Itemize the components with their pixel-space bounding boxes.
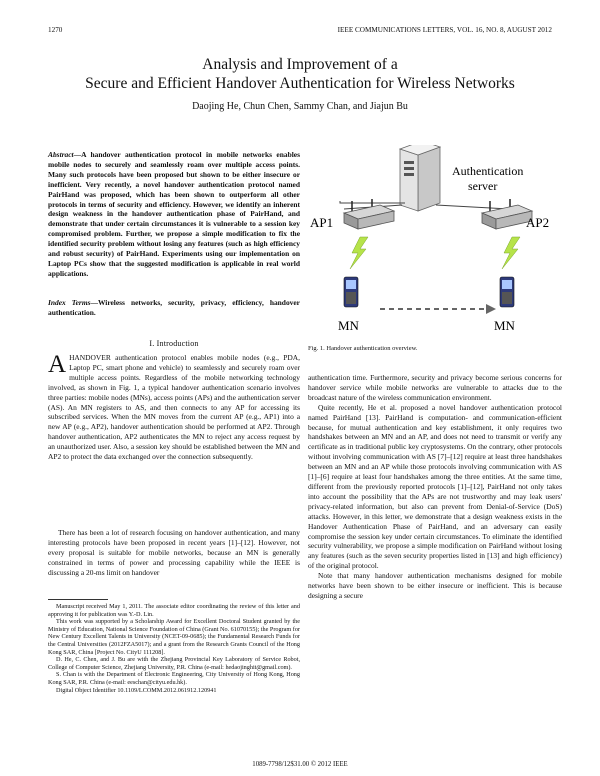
footnote: Digital Object Identifier 10.1109/LCOMM.2012.061912.120941	[56, 686, 217, 694]
footnote: This work was supported by a Scholarship Award for Excellent Doctoral Student granted by the Ministry of Education, National Science Foundation of China (Grant No. 61070155); the Program for New Century Excellent Talents in University (NCET-09-0685); the Fundamental Research Funds for the Central Universities (2012FZA5017); and a grant from the Research Grants Council of the Hong Kong SAR, China [Project No. CityU 111208].	[48, 618, 300, 656]
server-icon	[400, 145, 440, 211]
abstract-lead: Abstract	[48, 150, 74, 159]
drop-cap: A	[48, 351, 67, 378]
wireless-link-icon	[350, 237, 368, 269]
intro-paragraph-1	[48, 353, 300, 462]
title-line-1: Analysis and Improvement of a	[202, 56, 398, 73]
index-terms	[48, 298, 300, 318]
journal-header: IEEE COMMUNICATIONS LETTERS, VOL. 16, NO. 8, AUGUST 2012	[337, 26, 552, 34]
title-line-2: Secure and Efficient Handover Authentication for Wireless Networks	[85, 75, 515, 92]
server-label: Authentication	[452, 164, 524, 178]
index-terms-text: —Wireless networks, security, privacy, efficiency, handover authentication.	[48, 298, 300, 317]
author-list: Daojing He, Chun Chen, Sammy Chan, and Jiajun Bu	[192, 101, 408, 112]
right-column-body	[308, 373, 562, 601]
section-heading: I. Introduction	[149, 339, 199, 348]
copyright-footer: 1089-7798/12$31.00 © 2012 IEEE	[252, 761, 348, 768]
body-paragraph: authentication time. Furthermore, security and privacy become serious concerns for handover service while mobile networks are vulnerable to attacks due to the broadcast nature of the wireless communication environment.	[308, 373, 562, 402]
wired-link	[436, 205, 510, 209]
access-point-icon	[482, 199, 532, 229]
mobile-phone-icon	[344, 277, 358, 307]
mn-left-label: MN	[338, 318, 359, 333]
mn-right-label: MN	[494, 318, 515, 333]
body-paragraph: Note that many handover authentication mechanisms designed for mobile networks have been shown to be either insecure or inefficient. This is because designing a secure	[308, 571, 562, 600]
footnote: S. Chan is with the Department of Electronic Engineering, City University of Hong Kong, Hong Kong SAR, P.R. China (e-mail: eeschan@cityu.edu.hk).	[48, 671, 300, 686]
ap2-label: AP2	[526, 215, 550, 230]
body-paragraph: Quite recently, He et al. proposed a novel handover authentication protocol named PairHand [13]. PairHand is computation- and communication-efficient because, for mutual authentication and key establishment, it only requires two handshakes between an MN and an AP, and does not need to transmit or verify any certificate as in traditional public key cryptosystems. On the contrary, other protocols without involving communication with AS [7]–[12] require at least three handshakes between an MN and an AP while those protocols involving communication with AS [1]–[6] require at least four handshakes among the three entities. At the same time, different from the previously reported protocols [1]–[12], PairHand not only takes into account the possibility that the APs are not trustworthy and may leak users' privacy-related information, but also can prevent from Denial-of-Service (DoS) attacks. However, in this letter, we demonstrate that a design weakness exists in the Handover Authentication Phase of PairHand, and an adversary can easily compromise the session key under certain circumstances. To eliminate the identified security vulnerability, we propose a simple modification on PairHand without losing any features (such as the seven security properties listed in [13] and high efficiency) of the original protocol.	[308, 402, 562, 571]
footnote: D. He, C. Chen, and J. Bu are with the Zhejiang Provincial Key Laboratory of Service Robot, College of Computer Science, Zhejiang University, P.R. China (e-mail: hedaojinghit@gmail.com).	[48, 656, 300, 671]
intro-paragraph-1-text: HANDOVER authentication protocol enables mobile nodes (e.g., PDA, Laptop PC, smart phone and vehicle) to seamlessly and securely roam over multiple access points. Regardless of the mobile networking technology involved, as shown in Fig. 1, a typical handover authentication scenario involves three parties: mobile nodes (MNs), access points (APs) and the authentication server (AS). An MN registers to AS, and then connects to any AP for accessing its subscribed services. When the MN moves from the current AP (e.g., AP1) into a new AP (e.g., AP2), handover authentication should be performed at AP2. Through handover authentication, AP2 authenticates the MN to reject any access request by an unauthorized user. Also, a session key should be established between the MN and AP2 to protect the data exchanged over the connection subsequently.	[48, 353, 300, 462]
abstract	[48, 150, 300, 279]
footnote: Manuscript received May 1, 2011. The associate editor coordinating the review of this letter and approving it for publication was Y.-D. Lin.	[48, 603, 300, 618]
paper-title	[60, 55, 540, 93]
figure-caption: Fig. 1. Handover authentication overview.	[308, 345, 418, 352]
footnotes	[48, 603, 300, 694]
intro-paragraph-2: There has been a lot of research focusing on handover authentication, and many interesting protocols have been proposed in recent years [1]–[12]. However, not every proposal is suitable for mobile networks, because an MN is generally constrained in terms of power and processing capability while the IEEE is discussing a 20-ms limit on handover	[48, 528, 300, 577]
server-label-2: server	[468, 179, 498, 193]
index-terms-lead: Index Terms	[48, 298, 91, 307]
page-number: 1270	[48, 26, 63, 34]
handover-figure	[300, 145, 562, 345]
abstract-text: —A handover authentication protocol in mobile networks enables mobile nodes to securely and seamlessly roam over multiple access points. Many such protocols have been proposed but shown to be either insecure or inefficient. Very recently, a novel handover authentication protocol named PairHand was proposed, which has been shown to outperform all other protocols in terms of security and efficiency. However, we identify an inherent design weakness in the handover authentication phase of PairHand, and demonstrate that under certain circumstances it is vulnerable to a session key compromised problem. Further, we propose a simple modification to fix the identified security problem without losing any features (such as high efficiency and robust security) of PairHand. Experiments using our implementation on Laptop PCs show that the suggested modification is applicable in real world applications.	[48, 150, 300, 278]
ap1-label: AP1	[310, 215, 334, 230]
wireless-link-icon	[502, 237, 520, 269]
mobile-phone-icon	[500, 277, 514, 307]
arrow-head-icon	[486, 304, 496, 314]
footnote-rule	[48, 599, 108, 600]
